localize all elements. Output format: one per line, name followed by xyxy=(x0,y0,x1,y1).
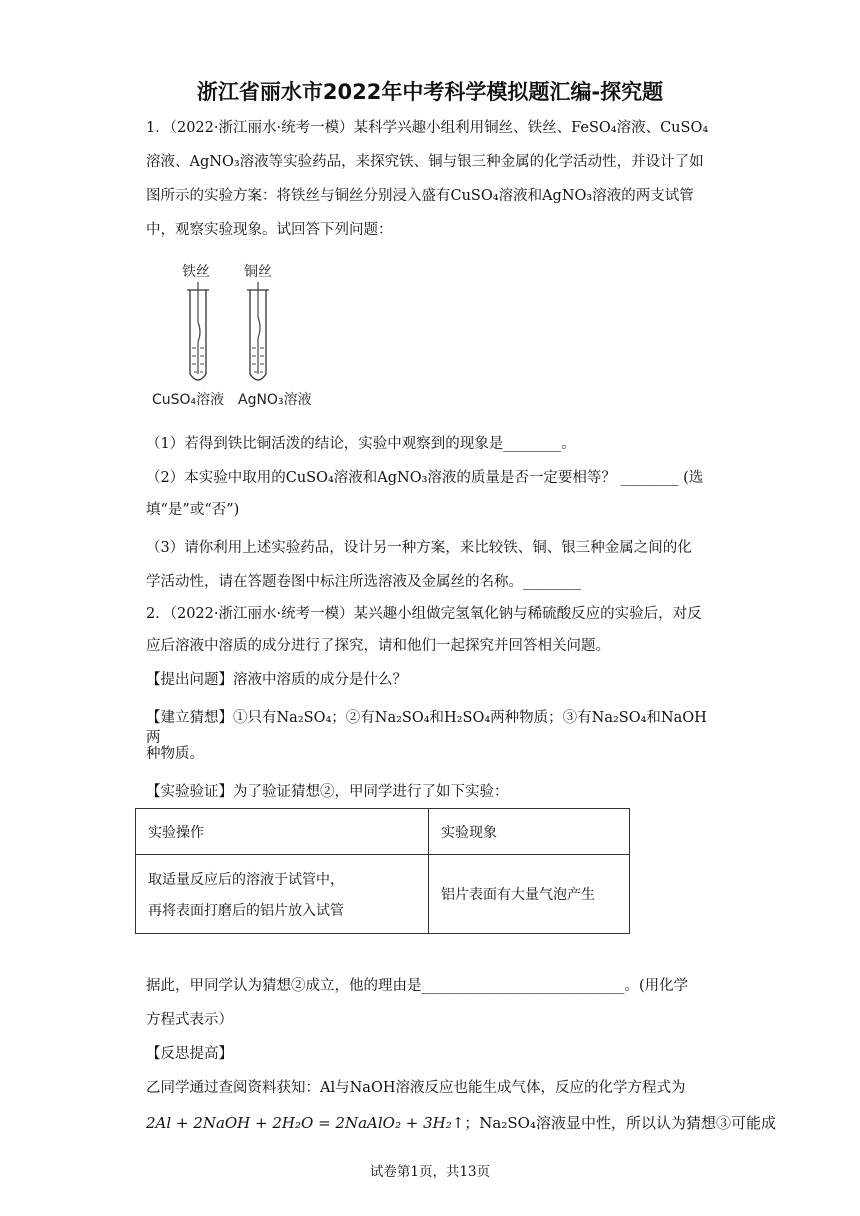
q1-line-2: 溶液、AgNO₃溶液等实验药品，来探究铁、铜与银三种金属的化学活动性，并设计了如 xyxy=(146,154,704,170)
copper-wire-icon xyxy=(258,282,260,374)
q1-sub-1: （1）若得到铁比铜活泼的结论，实验中观察到的现象是________。 xyxy=(146,436,576,452)
test-tube-2 xyxy=(247,282,269,380)
cell-operation xyxy=(136,855,429,934)
test-tube-1 xyxy=(187,282,209,380)
q2-line-2: 应后溶液中溶质的成分进行了探究，请和他们一起探究并回答相关问题。 xyxy=(146,638,610,654)
cuso4-solution-label: CuSO₄溶液 xyxy=(152,392,225,408)
operation-line-1: 取适量反应后的溶液于试管中， xyxy=(148,872,344,888)
iron-wire-label: 铁丝 xyxy=(182,264,210,280)
chemical-equation: 2Al + 2NaOH + 2H₂O = 2NaAlO₂ + 3H₂↑ xyxy=(146,1114,465,1132)
copper-wire-label: 铜丝 xyxy=(244,264,272,280)
cell-phenomenon: 铝片表面有大量气泡产生 xyxy=(429,855,630,934)
q2-reason-2: 方程式表示） xyxy=(146,1012,233,1028)
q1-sub-3a: （3）请你利用上述实验药品，设计另一种方案，来比较铁、铜、银三种金属之间的化 xyxy=(146,540,692,556)
operation-line-2: 再将表面打磨后的铝片放入试管 xyxy=(148,903,344,919)
q1-line-3: 图所示的实验方案：将铁丝与铜丝分别浸入盛有CuSO₄溶液和AgNO₃溶液的两支试管 xyxy=(146,188,694,204)
q2-ask: 【提出问题】溶液中溶质的成分是什么？ xyxy=(146,672,407,688)
agno3-solution-label: AgNO₃溶液 xyxy=(238,392,312,408)
experiment-table xyxy=(135,808,630,934)
q2-reason-1: 据此，甲同学认为猜想②成立，他的理由是____________________________。(用化学 xyxy=(146,978,689,994)
page-footer: 试卷第1页，共13页 xyxy=(369,1164,491,1180)
chemical-equation-line xyxy=(146,1112,776,1133)
equation-tail: ；Na₂SO₄溶液显中性，所以认为猜想③可能成 xyxy=(464,1114,776,1132)
q2-guess-2: 种物质。 xyxy=(146,746,204,762)
q1-sub-2b: 填“是”或“否”) xyxy=(146,502,240,518)
q2-info: 乙同学通过查阅资料获知：Al与NaOH溶液反应也能生成气体，反应的化学方程式为 xyxy=(146,1080,686,1096)
q2-guess-1: 【建立猜想】①只有Na₂SO₄；②有Na₂SO₄和H₂SO₄两种物质；③有Na₂SO₄和NaOH两 xyxy=(146,710,707,746)
page-title: 浙江省丽水市2022年中考科学模拟题汇编-探究题 xyxy=(196,80,664,104)
table-row xyxy=(136,855,630,934)
q1-sub-3b: 学活动性，请在答题卷图中标注所选溶液及金属丝的名称。________ xyxy=(146,574,581,590)
q1-line-1: 1．（2022·浙江丽水·统考一模）某科学兴趣小组利用铜丝、铁丝、FeSO₄溶液、CuSO₄ xyxy=(146,120,709,136)
q2-line-1: 2．（2022·浙江丽水·统考一模）某兴趣小组做完氢氧化钠与稀硫酸反应的实验后，对反 xyxy=(146,606,702,622)
header-phenomenon: 实验现象 xyxy=(429,809,630,855)
table-header-row xyxy=(136,809,630,855)
q1-line-4: 中，观察实验现象。试回答下列问题： xyxy=(146,222,393,238)
q2-verify: 【实验验证】为了验证猜想②，甲同学进行了如下实验： xyxy=(146,784,509,800)
q1-sub-2a: （2）本实验中取用的CuSO₄溶液和AgNO₃溶液的质量是否一定要相等？ ________ (选 xyxy=(146,470,704,486)
iron-wire-icon xyxy=(198,282,200,374)
header-operation: 实验操作 xyxy=(136,809,429,855)
test-tube-figure xyxy=(150,262,330,412)
q2-reflect: 【反思提高】 xyxy=(146,1046,233,1062)
